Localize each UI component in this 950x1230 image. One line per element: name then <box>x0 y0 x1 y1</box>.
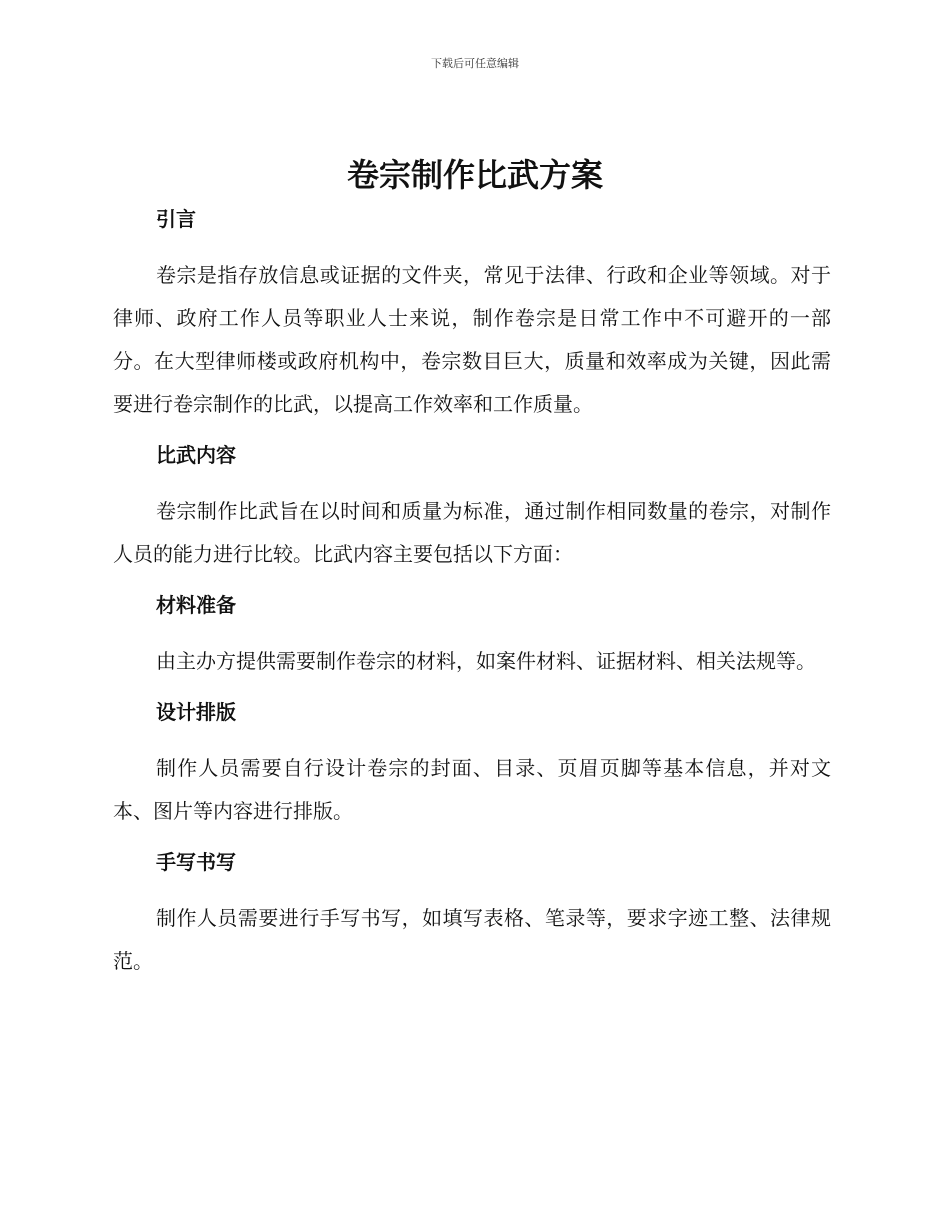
section-heading-material-preparation: 材料准备 <box>156 593 236 617</box>
document-body <box>113 200 831 993</box>
section-paragraph-competition-content: 卷宗制作比武旨在以时间和质量为标准，通过制作相同数量的卷宗，对制作人员的能力进行比较。比武内容主要包括以下方面： <box>113 499 831 566</box>
section-paragraph-material-preparation: 由主办方提供需要制作卷宗的材料，如案件材料、证据材料、相关法规等。 <box>156 649 816 673</box>
section-paragraph-handwriting: 制作人员需要进行手写书写，如填写表格、笔录等，要求字迹工整、法律规范。 <box>113 906 831 973</box>
section-heading-handwriting: 手写书写 <box>156 850 236 874</box>
section-paragraph-introduction: 卷宗是指存放信息或证据的文件夹，常见于法律、行政和企业等领域。对于律师、政府工作人员等职业人士来说，制作卷宗是日常工作中不可避开的一部分。在大型律师楼或政府机构中，卷宗数目巨大，质量和效率成为关键，因此需要进行卷宗制作的比武，以提高工作效率和工作质量。 <box>113 263 831 416</box>
header-note: 下载后可任意编辑 <box>431 57 519 70</box>
section-heading-design-layout: 设计排版 <box>156 700 236 724</box>
section-heading-introduction: 引言 <box>156 207 196 231</box>
section-paragraph-design-layout: 制作人员需要自行设计卷宗的封面、目录、页眉页脚等基本信息，并对文本、图片等内容进行排版。 <box>113 756 831 823</box>
document-title: 卷宗制作比武方案 <box>346 156 603 194</box>
section-heading-competition-content: 比武内容 <box>156 443 236 467</box>
